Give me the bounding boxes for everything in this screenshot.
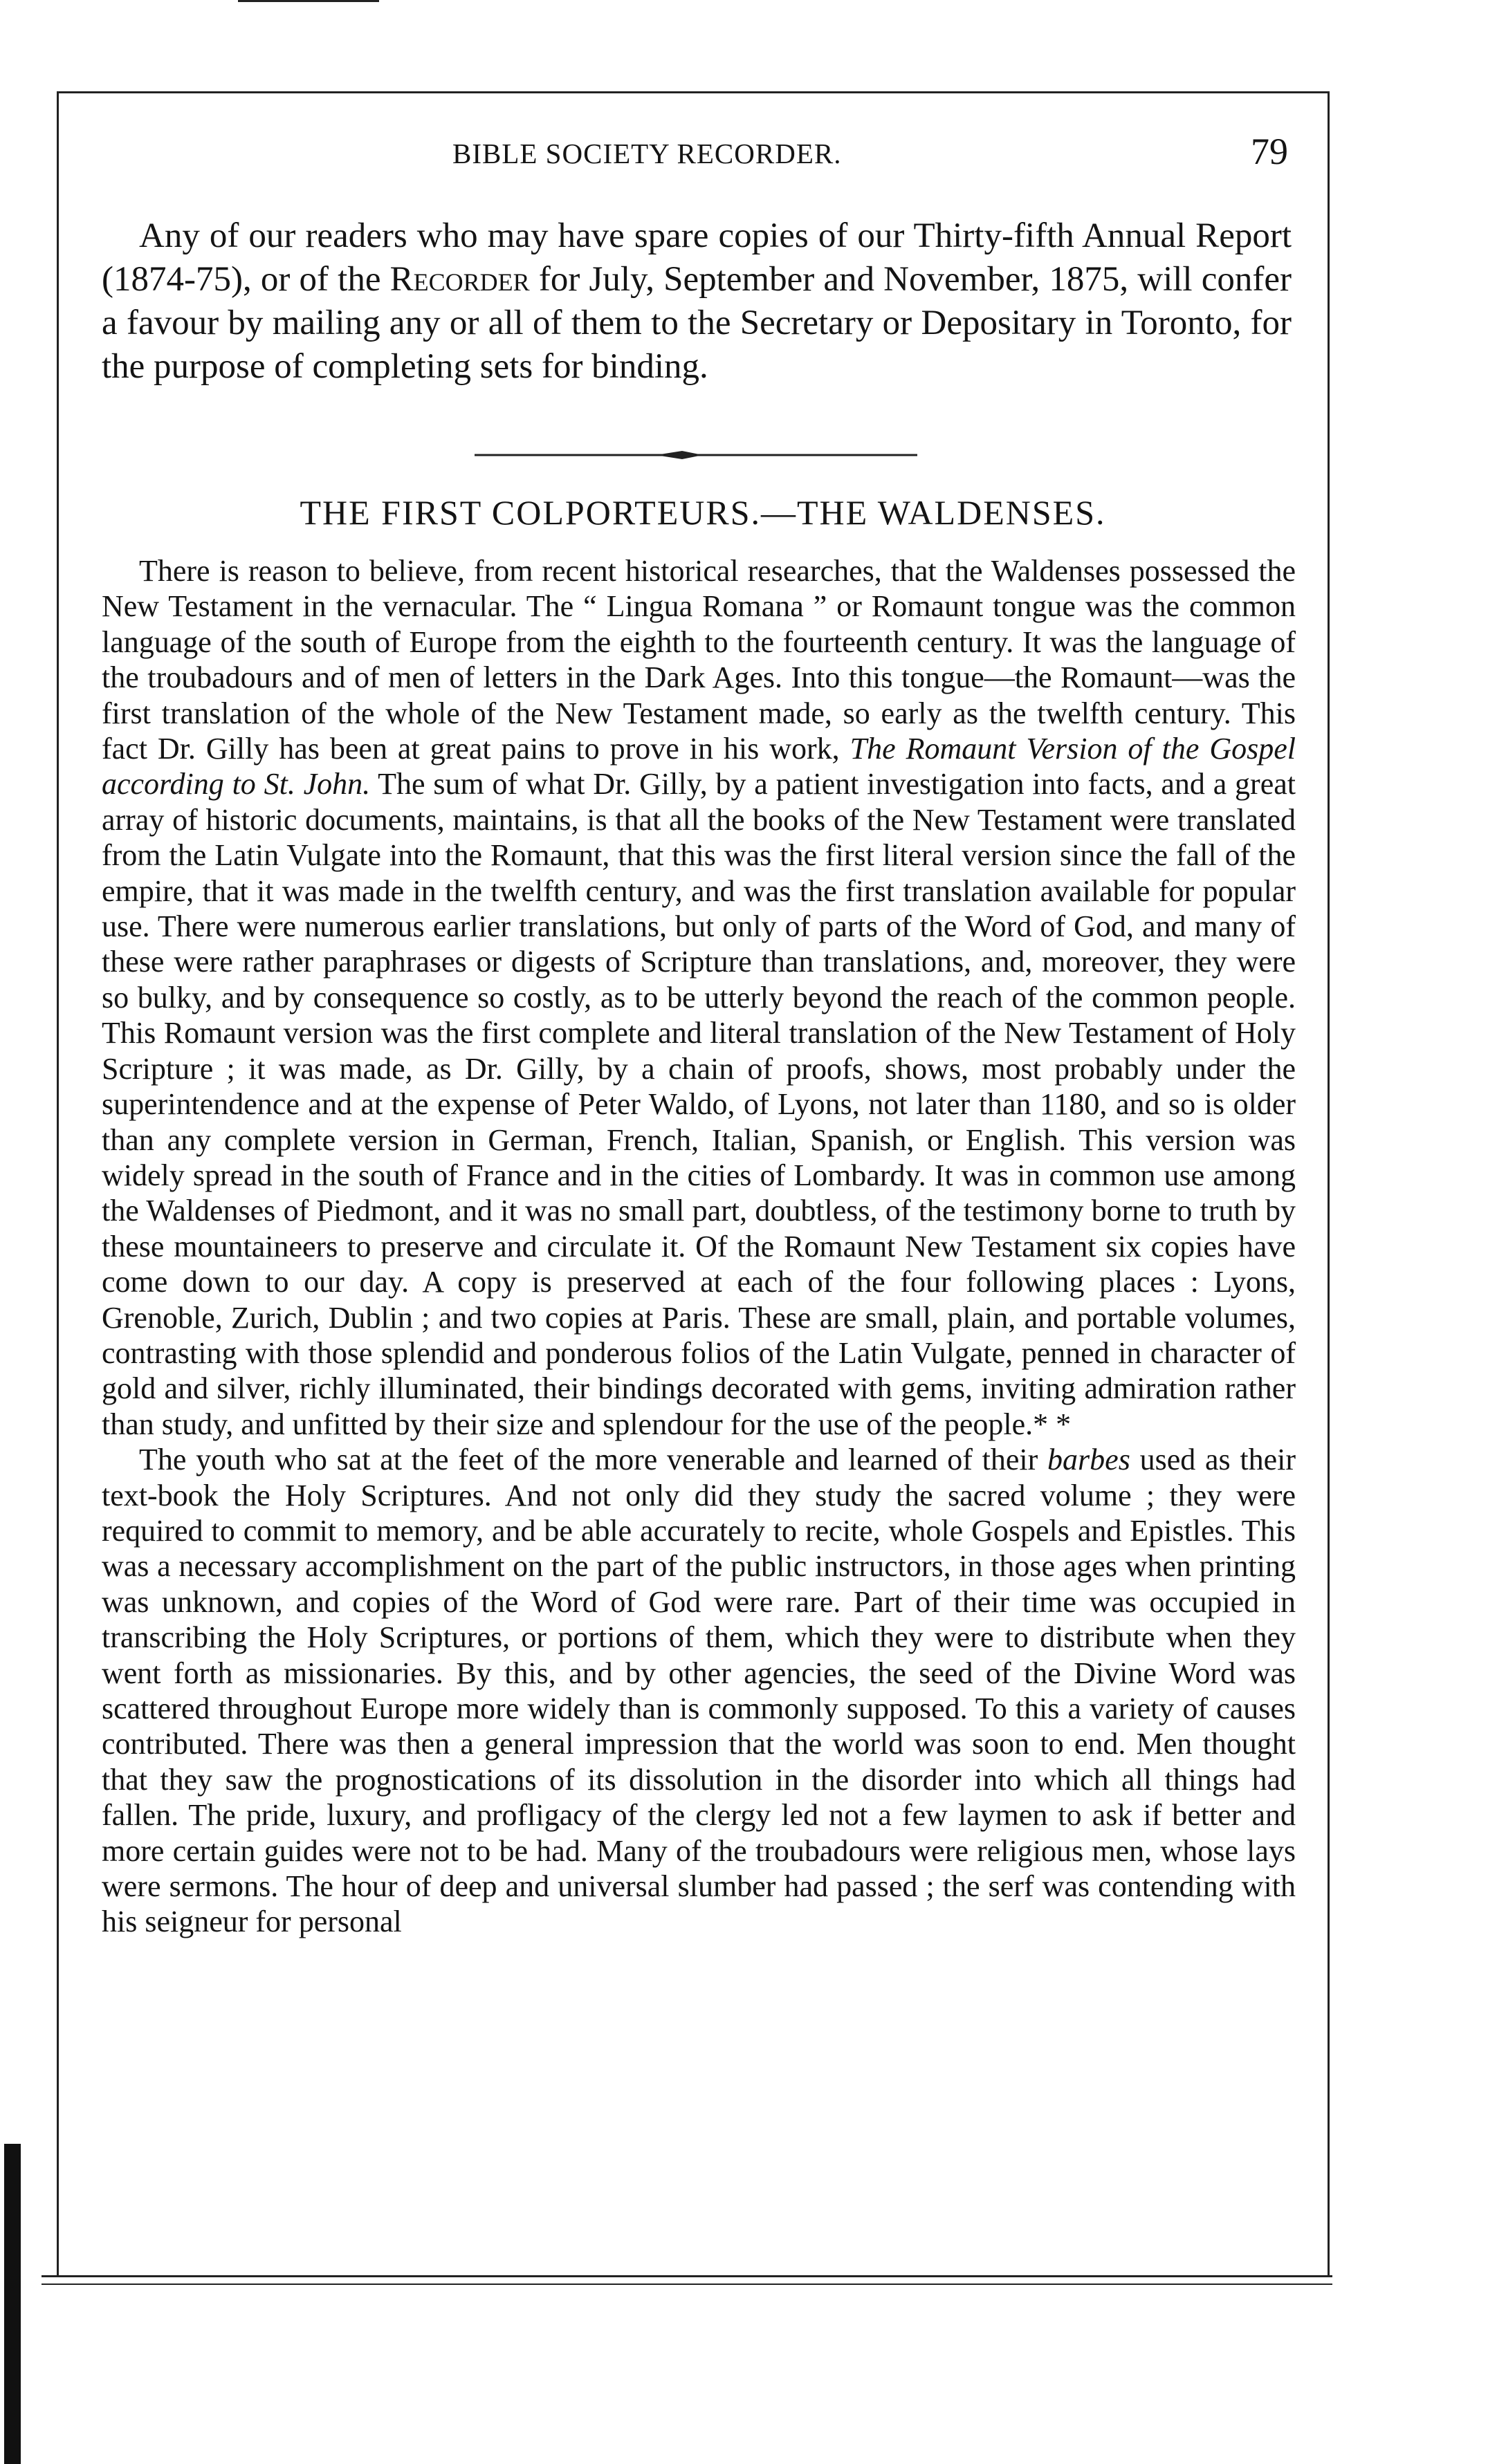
running-title: BIBLE SOCIETY RECORDER.: [452, 138, 842, 169]
notice-text-end: for July, September and November, 1875, will confer a favour by mailing any or all of them to the Secretary or Depositary in Toronto, for the purpose of completing sets for binding.: [102, 260, 1292, 386]
barbes-term: barbes: [1047, 1443, 1130, 1477]
cited-work-title: The Romaunt Version of the Gospel according to St. John.: [102, 732, 1296, 802]
bottom-rule-double: [42, 2284, 1332, 2285]
notice-paragraph: [102, 214, 1292, 389]
recorder-title: Recorder: [389, 260, 530, 299]
article-paragraph-1: [102, 553, 1296, 1442]
paragraph-1-text-start: There is reason to believe, from recent historical researches, that the Waldenses possessed the New Testament in the vernacular. The “ Lingua Romana ” or Romaunt tongue was the common language of the south of Europe from the eighth to the fourteenth century. It was the language of the troubadours and of men of letters in the Dark Ages. Into this tongue—the Romaunt—was the first translation of the whole of the New Testament made, so early as the twelfth century. This fact Dr. Gilly has been at great pains to prove in his work,: [102, 554, 1296, 766]
section-heading: THE FIRST COLPORTEURS.—THE WALDENSES.: [300, 493, 1106, 532]
article-paragraph-2: [102, 1442, 1296, 1940]
article-body: [102, 553, 1296, 1940]
page-number: 79: [1251, 131, 1288, 172]
paragraph-2-text-end: used as their text-book the Holy Scriptures. And not only did they study the sacred volume ; they were required to commit to memory, and be able accurately to recite, whole Gospels and Epistles. This was a necessary accomplishment on the part of the public instructors, in those ages when printing was unknown, and copies of the Word of God were rare. Part of their time was occupied in transcribing the Holy Scriptures, or portions of them, which they were to distribute when they went forth as missionaries. By this, and by other agencies, the seed of the Divine Word was scattered throughout Europe more widely than is commonly supposed. To this a variety of causes contributed. There was then a general impression that the world was soon to end. Men thought that they saw the prognostications of its dissolution in the disorder into which all things had fallen. The pride, luxury, and profligacy of the clergy led not a few laymen to ask if better and more certain guides were not to be had. Many of the troubadours were religious men, whose lays were sermons. The hour of deep and universal slumber had passed ; the serf was contending with his seigneur for personal: [102, 1443, 1296, 1939]
binding-edge: [4, 2144, 21, 2464]
paragraph-1-text-end: The sum of what Dr. Gilly, by a patient investigation into facts, and a great array of historic documents, maintains, is that all the books of the New Testament were translated from the Latin Vulgate into the Romaunt, that this was the first literal version since the fall of the empire, that it was made in the twelfth century, and was the first translation available for popular use. There were numerous earlier translations, but only of parts of the Word of God, and many of these were rather paraphrases or digests of Scripture than translations, and, moreover, they were so bulky, and by consequence so costly, as to be utterly beyond the reach of the common people. This Romaunt version was the first complete and literal translation of the New Testament of Holy Scripture ; it was made, as Dr. Gilly, by a chain of proofs, shows, most probably under the superintendence and at the expense of Peter Waldo, of Lyons, not later than 1180, and so is older than any complete version in German, French, Italian, Spanish, or English. This version was widely spread in the south of France and in the cities of Lombardy. It was in common use among the Waldenses of Piedmont, and it was no small part, doubtless, of the testimony borne to truth by these mountaineers to preserve and circulate it. Of the Romaunt New Testament six copies have come down to our day. A copy is preserved at each of the four following places : Lyons, Grenoble, Zurich, Dublin ; and two copies at Paris. These are small, plain, and portable volumes, contrasting with those splendid and ponderous folios of the Latin Vulgate, penned in character of gold and silver, richly illuminated, their bindings decorated with gems, inviting admiration rather than study, and unfitted by their size and splendour for the use of the people.* *: [102, 767, 1296, 1441]
bottom-rule: [42, 2275, 1332, 2277]
notice-text-start: Any of our readers who may have spare copies of our Thirty-fifth Annual Report (1874-75), or of the: [102, 216, 1292, 299]
paragraph-2-text-start: The youth who sat at the feet of the more venerable and learned of their: [139, 1443, 1048, 1477]
top-stub-rule: [238, 0, 379, 2]
section-divider-ornament: [475, 445, 917, 465]
